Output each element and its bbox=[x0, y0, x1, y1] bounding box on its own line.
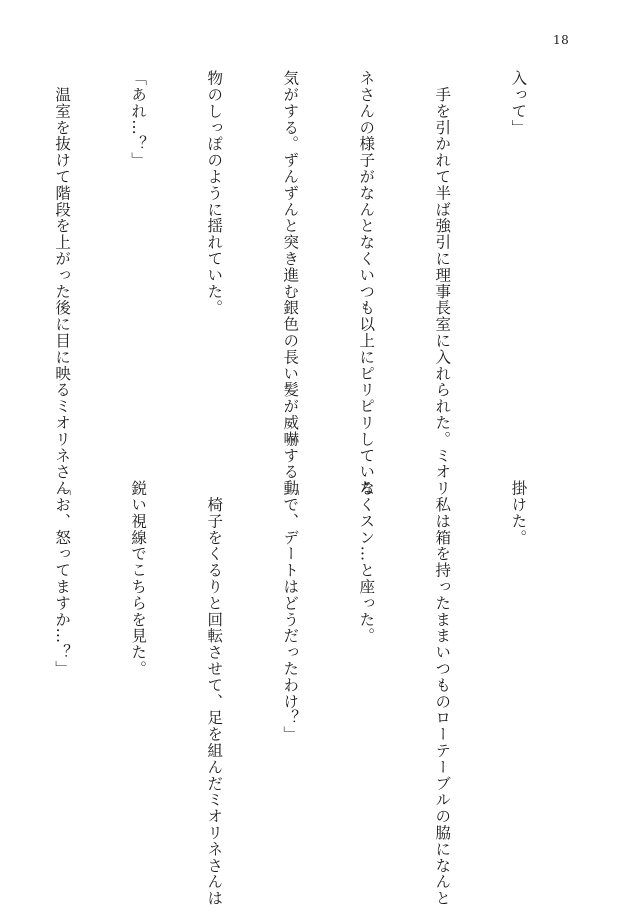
text-line: 物のしっぽのように揺れていた。 bbox=[205, 70, 224, 316]
text-line: 私は箱を持ったままいつものローテーブルの脇になんと bbox=[433, 480, 452, 907]
lower-text-block bbox=[0, 480, 581, 907]
text-line: なくスン…と座った。 bbox=[357, 480, 376, 644]
text-line: 「で、デートはどうだったわけ？」 bbox=[281, 480, 300, 743]
text-line: ネさんの様子がなんとなくいつも以上にピリピリしている bbox=[357, 70, 376, 497]
text-line: 「お、怒ってますか…？」 bbox=[53, 480, 72, 677]
text-line: 掛けた。 bbox=[509, 480, 528, 546]
text-line: 手を引かれて半ば強引に理事長室に入れられた。ミオリ bbox=[433, 70, 452, 497]
text-line: 椅子をくるりと回転させて、足を組んだミオリネさんは bbox=[205, 480, 224, 907]
text-line: 気がする。ずんずんと突き進む銀色の長い髪が威嚇する動 bbox=[281, 70, 300, 497]
text-line: 「あれ…？」 bbox=[129, 70, 148, 169]
page-number: 18 bbox=[553, 33, 570, 47]
text-line: 温室を抜けて階段を上がった後に目に映るミオリネさん bbox=[53, 70, 72, 497]
text-line: 入って」 bbox=[509, 70, 528, 136]
upper-text-block bbox=[0, 70, 581, 497]
text-line: 鋭い視線でこちらを見た。 bbox=[129, 480, 148, 677]
